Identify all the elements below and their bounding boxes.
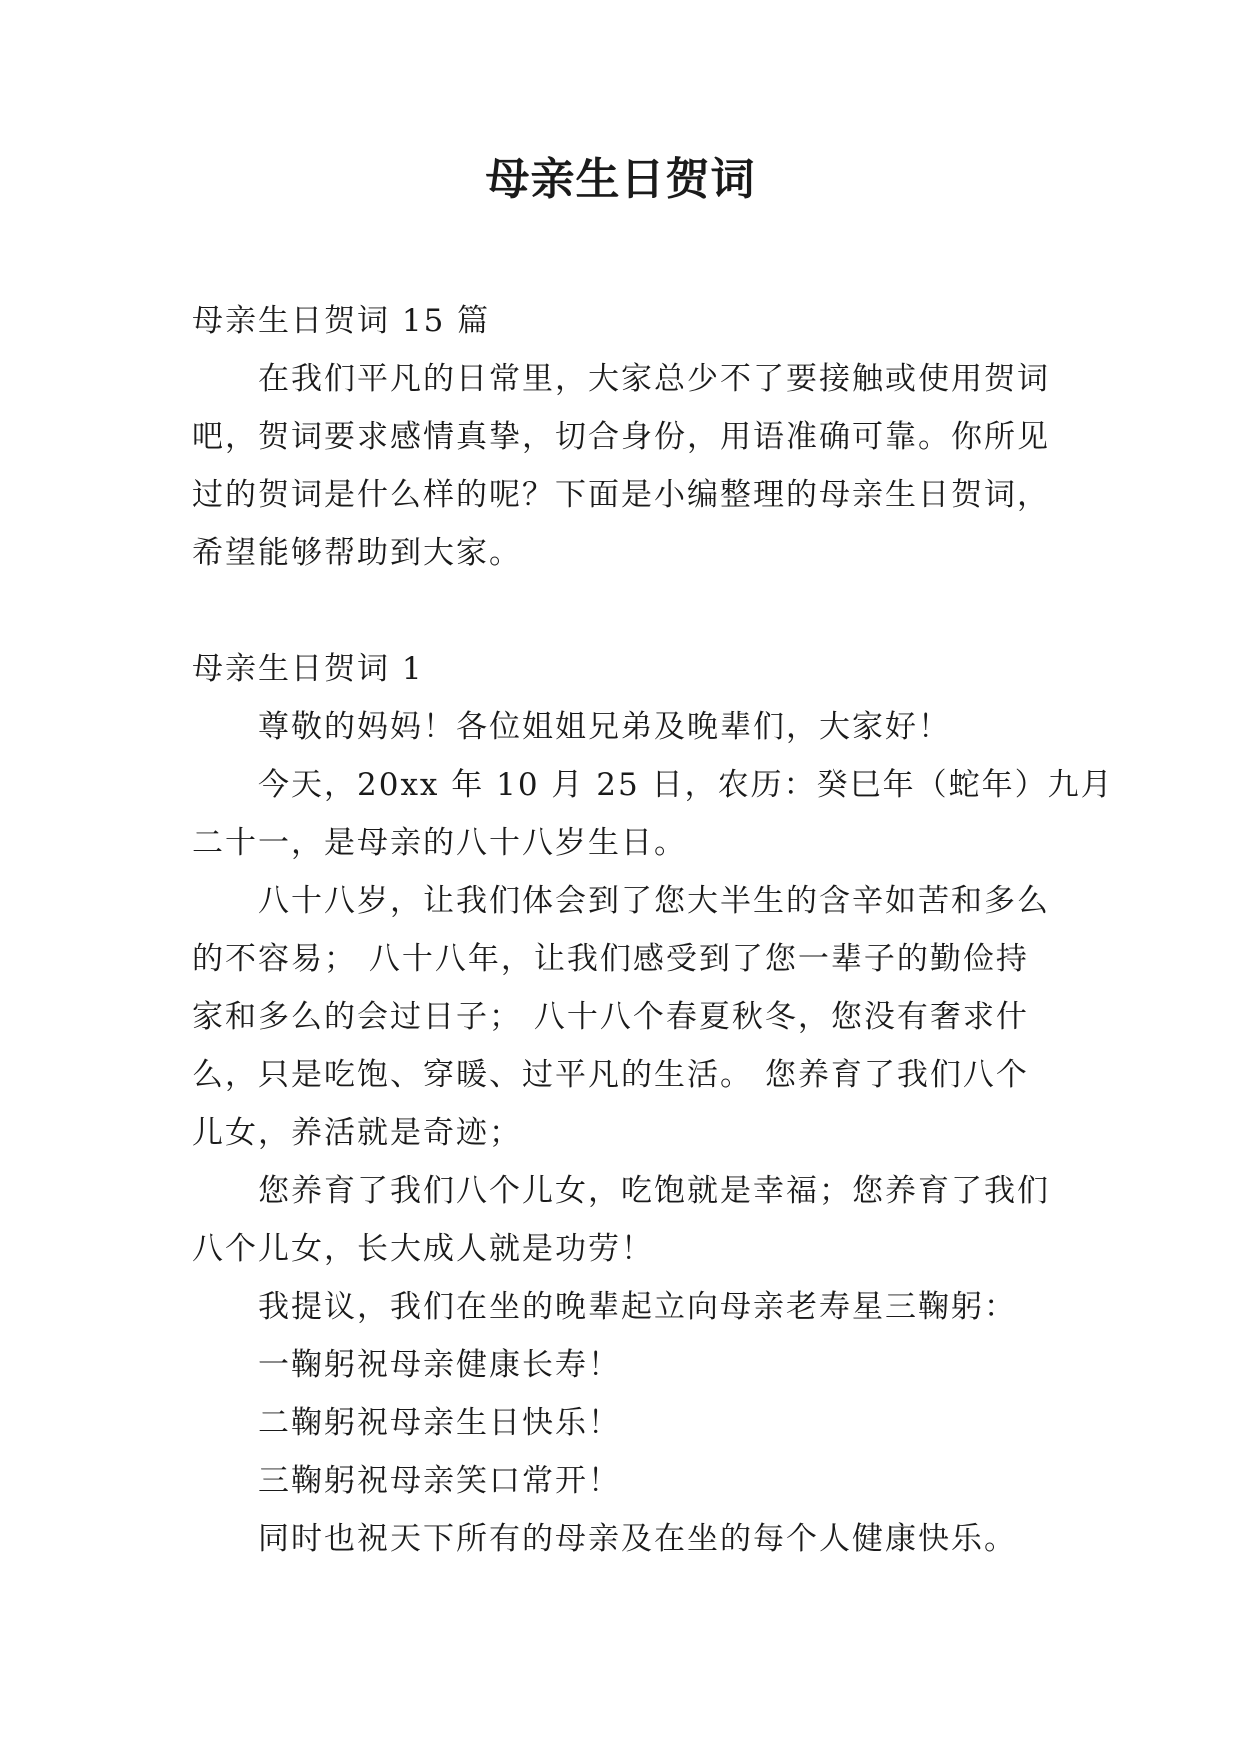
paragraph-line: 三鞠躬祝母亲笑口常开！ (258, 1463, 621, 1499)
paragraph-line: 希望能够帮助到大家。 (192, 535, 522, 571)
document-body (192, 292, 1114, 1568)
paragraph-line: 吧，贺词要求感情真挚，切合身份，用语准确可靠。你所见 (192, 419, 1050, 455)
document-title: 母亲生日贺词 (485, 154, 756, 205)
paragraph-line: 过的贺词是什么样的呢？下面是小编整理的母亲生日贺词， (192, 477, 1050, 513)
paragraph-line: 儿女，养活就是奇迹； (192, 1115, 522, 1151)
paragraph-line: 尊敬的妈妈！各位姐姐兄弟及晚辈们，大家好！ (258, 709, 951, 745)
paragraph-line: 同时也祝天下所有的母亲及在坐的每个人健康快乐。 (258, 1521, 1017, 1557)
paragraph-line: 八十八岁，让我们体会到了您大半生的含辛如苦和多么 (258, 883, 1050, 919)
section-heading: 母亲生日贺词 15 篇 (192, 303, 491, 339)
paragraph-line: 二鞠躬祝母亲生日快乐！ (258, 1405, 621, 1441)
paragraph-line: 的不容易； 八十八年，让我们感受到了您一辈子的勤俭持 (192, 941, 1029, 977)
paragraph-line: 在我们平凡的日常里，大家总少不了要接触或使用贺词 (258, 361, 1050, 397)
paragraph-line: 么，只是吃饱、穿暖、过平凡的生活。 您养育了我们八个 (192, 1057, 1029, 1093)
paragraph-line: 二十一，是母亲的八十八岁生日。 (192, 825, 687, 861)
paragraph-line: 家和多么的会过日子； 八十八个春夏秋冬，您没有奢求什 (192, 999, 1029, 1035)
blank-line (192, 582, 1068, 640)
paragraph-line: 一鞠躬祝母亲健康长寿！ (258, 1347, 621, 1383)
paragraph-line: 今天，20xx 年 10 月 25 日，农历：癸巳年（蛇年）九月 (258, 767, 1114, 803)
paragraph-line: 我提议，我们在坐的晚辈起立向母亲老寿星三鞠躬： (258, 1289, 1017, 1325)
paragraph-line: 您养育了我们八个儿女，吃饱就是幸福；您养育了我们 (258, 1173, 1050, 1209)
section-heading: 母亲生日贺词 1 (192, 651, 424, 687)
paragraph-line: 八个儿女，长大成人就是功劳！ (192, 1231, 654, 1267)
